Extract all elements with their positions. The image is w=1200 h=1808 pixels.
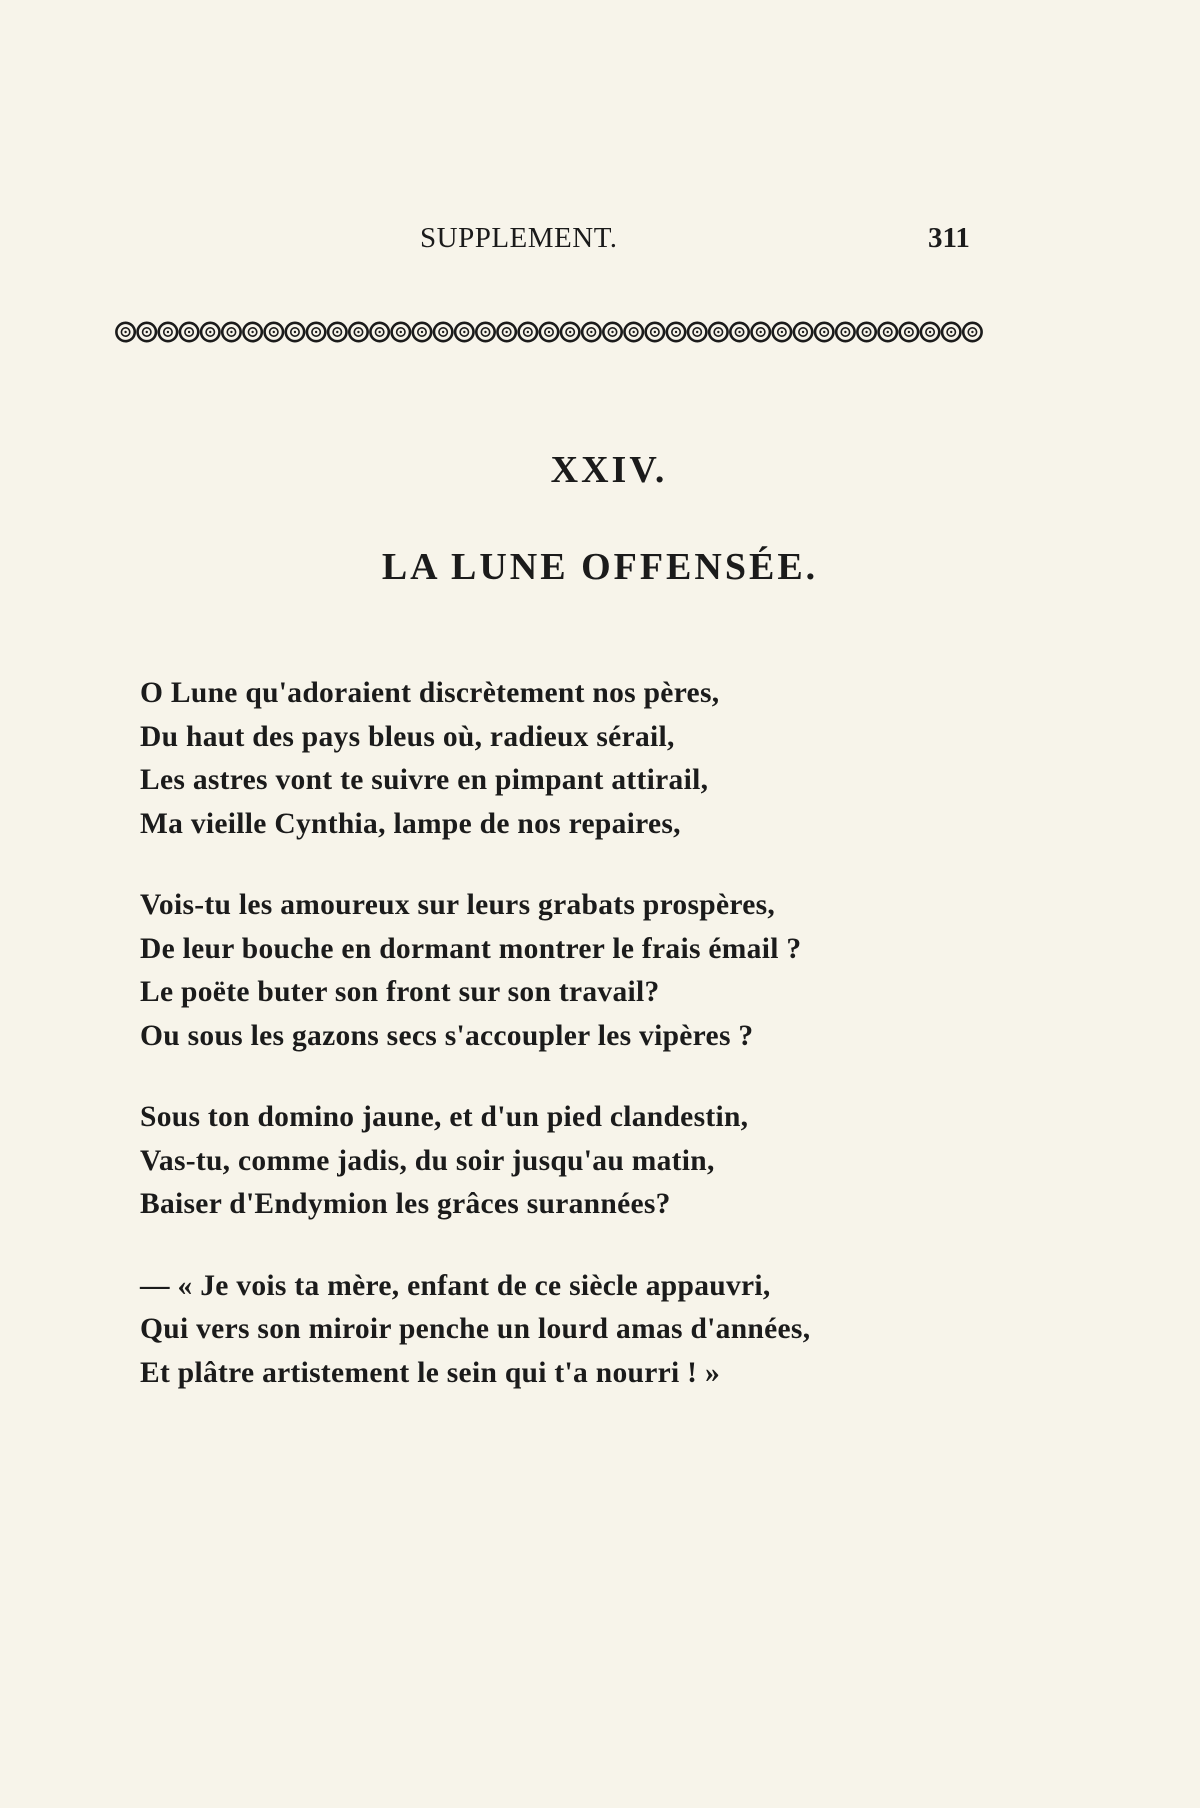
verse-line: Vois-tu les amoureux sur leurs grabats prospères,	[140, 889, 776, 921]
ornament-ring	[815, 323, 833, 341]
ornament-ring	[180, 323, 198, 341]
verse-line: Et plâtre artistement le sein qui t'a nourri ! »	[140, 1356, 721, 1389]
ornament-ring	[519, 323, 537, 341]
ornament-ring	[328, 323, 346, 341]
ornament-ring	[942, 323, 960, 341]
ornament-ring	[879, 323, 897, 341]
verse-line: Vas-tu, comme jadis, du soir jusqu'au matin,	[140, 1144, 715, 1177]
ornament-ring	[476, 323, 494, 341]
poem-number: XXIV.	[550, 449, 668, 491]
ornament-ring	[116, 323, 134, 341]
running-head: SUPPLEMENT.	[420, 222, 618, 254]
ornament-ring	[561, 323, 579, 341]
ornament-ring	[138, 323, 156, 341]
ornament-ring	[836, 323, 854, 341]
ornament-ring	[201, 323, 219, 341]
ornament-ring	[900, 323, 918, 341]
verse-line: Baiser d'Endymion les grâces surannées?	[140, 1188, 671, 1220]
ornament-ring	[794, 323, 812, 341]
stanza	[140, 1096, 1000, 1227]
ornament-ring	[646, 323, 664, 341]
verse-line: Ma vieille Cynthia, lampe de nos repaires,	[140, 807, 681, 840]
verse-line: De leur bouche en dormant montrer le frais émail ?	[140, 932, 802, 965]
verse-line: O Lune qu'adoraient discrètement nos pères,	[140, 677, 720, 709]
ornament-ring	[370, 323, 388, 341]
verse-line: Le poëte buter son front sur son travail?	[140, 976, 660, 1008]
ornament-ring	[773, 323, 791, 341]
ornament-ring	[667, 323, 685, 341]
ornament-ring	[540, 323, 558, 341]
ornament-ring	[434, 323, 452, 341]
ornament-ring	[392, 323, 410, 341]
verse-line: — « Je vois ta mère, enfant de ce siècle appauvri,	[140, 1269, 771, 1302]
ornament-ring	[752, 323, 770, 341]
ornament-ring	[921, 323, 939, 341]
ornamental-rule	[115, 318, 983, 346]
verse-line: Sous ton domino jaune, et d'un pied clandestin,	[140, 1101, 749, 1133]
ornament-ring	[730, 323, 748, 341]
verse-line: Les astres vont te suivre en pimpant attirail,	[140, 764, 709, 796]
ornament-ring	[349, 323, 367, 341]
ornament-ring	[413, 323, 431, 341]
poem-title: LA LUNE OFFENSÉE.	[381, 546, 819, 588]
ornament-ring	[603, 323, 621, 341]
stanza	[140, 1265, 1000, 1396]
page-number: 311	[928, 222, 970, 254]
ornament-ring	[624, 323, 642, 341]
ornament-ring	[455, 323, 473, 341]
verse-line: Du haut des pays bleus où, radieux sérail,	[140, 720, 675, 753]
ornament-ring	[582, 323, 600, 341]
ornament-ring	[222, 323, 240, 341]
ornament-ring	[265, 323, 283, 341]
ornament-ring	[709, 323, 727, 341]
ornament-ring	[497, 323, 515, 341]
ornament-ring	[243, 323, 261, 341]
ornament-ring	[688, 323, 706, 341]
verse-line: Ou sous les gazons secs s'accoupler les vipères ?	[140, 1019, 754, 1052]
ornament-ring	[857, 323, 875, 341]
ornament-ring	[963, 323, 981, 341]
verse-line: Qui vers son miroir penche un lourd amas d'années,	[140, 1313, 811, 1345]
stanza	[140, 884, 1000, 1058]
ornament-ring	[286, 323, 304, 341]
poem-body	[140, 672, 1000, 1433]
ornament-ring	[159, 323, 177, 341]
stanza	[140, 672, 1000, 846]
ornament-ring	[307, 323, 325, 341]
